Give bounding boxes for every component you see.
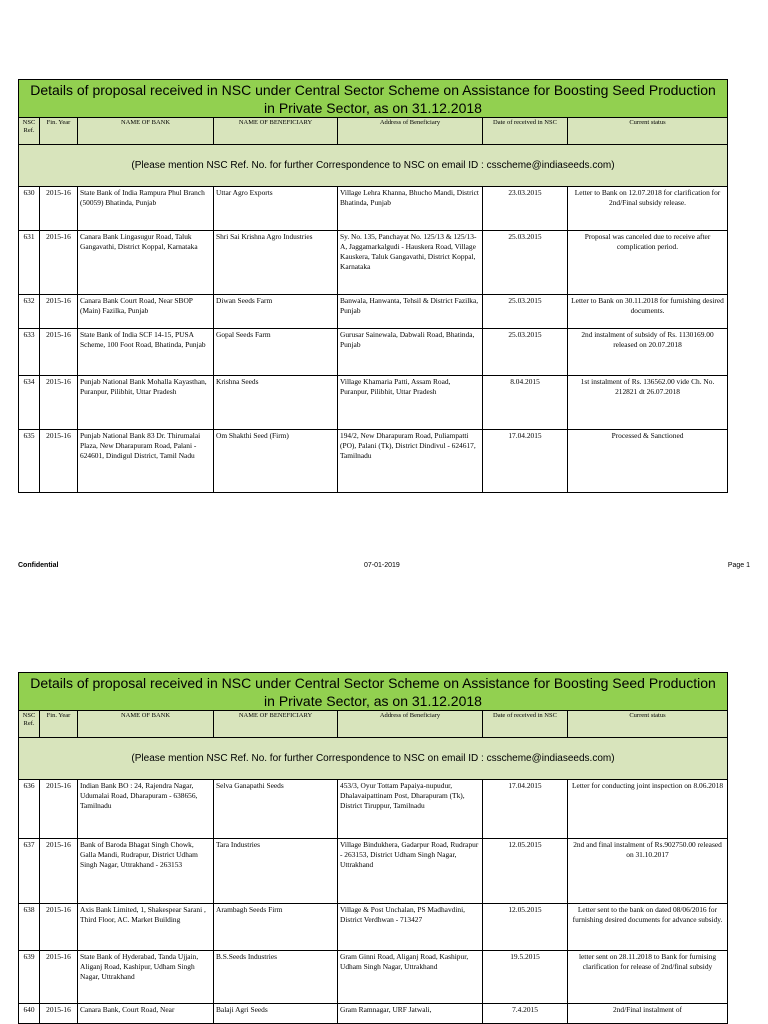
header-bank: NAME OF BANK: [78, 118, 214, 144]
cell-beneficiary: Om Shakthi Seed (Firm): [214, 430, 338, 492]
cell-status: 2nd/Final instalment of: [613, 1005, 682, 1014]
cell-status: 2nd and final instalment of Rs.902750.00 released on 31.10.2017: [573, 840, 722, 859]
cell-address: Gram Ramnagar, URF Jatwali,: [338, 1004, 483, 1024]
cell-beneficiary: Arambagh Seeds Firm: [214, 904, 338, 950]
cell-fin-year: 2015-16: [40, 430, 78, 492]
document-page-2: [18, 672, 728, 1024]
cell-fin-year: 2015-16: [40, 329, 78, 375]
table-header-row: [19, 711, 727, 738]
cell-nsc-ref: 631: [19, 231, 40, 294]
table-row: [19, 1004, 727, 1024]
cell-address: Village Lehra Khanna, Bhucho Mandi, District Bhatinda, Punjab: [338, 187, 483, 230]
cell-nsc-ref: 638: [19, 904, 40, 950]
cell-date: 25.03.2015: [483, 329, 568, 375]
cell-nsc-ref: 630: [19, 187, 40, 230]
table-row: [19, 430, 727, 492]
table-row: [19, 376, 727, 430]
cell-status: Letter to Bank on 12.07.2018 for clarification for 2nd/Final subsidy release.: [574, 188, 721, 207]
cell-beneficiary: Balaji Agri Seeds: [214, 1004, 338, 1024]
cell-beneficiary: Tara Industries: [214, 839, 338, 903]
cell-fin-year: 2015-16: [40, 951, 78, 1003]
cell-date: 19.5.2015: [483, 951, 568, 1003]
cell-address: Village Khamaria Patti, Assam Road, Puranpur, Pilibhit, Uttar Pradesh: [338, 376, 483, 429]
cell-address: 194/2, New Dharapuram Road, Puliampatti (PO), Palani (Tk), District Dindivul - 624617, Tamilnadu: [338, 430, 483, 492]
table-row: [19, 295, 727, 329]
cell-date: 8.04.2015: [483, 376, 568, 429]
cell-status: 1st instalment of Rs. 136562.00 vide Ch. No. 212821 dt 26.07.2018: [580, 377, 715, 396]
cell-address: Sy. No. 135, Panchayat No. 125/13 & 125/13-A, Jaggamarkalgudi - Hauskera Road, Village Kauskera, Taluk Gangavathi, District Koppal, Karnataka: [338, 231, 483, 294]
cell-nsc-ref: 632: [19, 295, 40, 328]
header-address: Address of Beneficiary: [338, 118, 483, 144]
cell-bank: Punjab National Bank 83 Dr. Thirumalai Plaza, New Dharapuram Road, Palani - 624601, Dindigul District, Tamil Nadu: [78, 430, 214, 492]
cell-fin-year: 2015-16: [40, 187, 78, 230]
cell-beneficiary: Diwan Seeds Farm: [214, 295, 338, 328]
cell-bank: Canara Bank Lingasugur Road, Taluk Gangavathi, District Koppal, Karnataka: [78, 231, 214, 294]
table-title: Details of proposal received in NSC under Central Sector Scheme on Assistance for Boosting Seed Production in Private Sector, as on 31.12.2018: [19, 673, 727, 711]
table-row: [19, 231, 727, 295]
table-body: [19, 187, 727, 492]
cell-date: 25.03.2015: [483, 295, 568, 328]
cell-address: 453/3, Oyur Tottam Papaiya-nupudur, Dhalavaipattinam Post, Dharapuram (Tk), District Tiruppur, Tamilnadu: [338, 780, 483, 838]
cell-address: Village Bindukhera, Gadarpur Road, Rudrapur - 263153, District Udham Singh Nagar, Uttrakhand: [338, 839, 483, 903]
cell-nsc-ref: 640: [19, 1004, 40, 1024]
cell-status: Processed & Sanctioned: [611, 431, 684, 440]
cell-fin-year: 2015-16: [40, 376, 78, 429]
header-bank: NAME OF BANK: [78, 711, 214, 737]
confidential-label: Confidential: [18, 562, 59, 569]
cell-date: 23.03.2015: [483, 187, 568, 230]
cell-address: Banwala, Hanwanta, Tehsil & District Fazilka, Punjab: [338, 295, 483, 328]
cell-nsc-ref: 634: [19, 376, 40, 429]
table-row: [19, 904, 727, 951]
header-status: Current status: [629, 119, 666, 126]
cell-beneficiary: Gopal Seeds Farm: [214, 329, 338, 375]
header-nsc-ref: NSC Ref.: [19, 118, 40, 144]
cell-fin-year: 2015-16: [40, 904, 78, 950]
cell-fin-year: 2015-16: [40, 839, 78, 903]
header-date: Date of received in NSC: [483, 711, 568, 737]
cell-bank: State Bank of Hyderabad, Tanda Ujjain, Aliganj Road, Kashipur, Udham Singh Nagar, Uttrakhand: [78, 951, 214, 1003]
footer-date: 07-01-2019: [364, 562, 400, 569]
cell-address: Gurusar Sainewala, Dabwali Road, Bhatinda, Punjab: [338, 329, 483, 375]
cell-bank: Canara Bank Court Road, Near SBOP (Main) Fazilka, Punjab: [78, 295, 214, 328]
table-row: [19, 329, 727, 376]
cell-bank: Indian Bank BO : 24, Rajendra Nagar, Udumalai Road, Dharapuram - 638656, Tamilnadu: [78, 780, 214, 838]
cell-address: Gram Ginni Road, Aliganj Road, Kashipur, Udham Singh Nagar, Uttrakhand: [338, 951, 483, 1003]
header-date: Date of received in NSC: [483, 118, 568, 144]
header-address: Address of Beneficiary: [338, 711, 483, 737]
table-row: [19, 839, 727, 904]
header-beneficiary: NAME OF BENEFICIARY: [214, 118, 338, 144]
cell-beneficiary: B.S.Seeds Industries: [214, 951, 338, 1003]
cell-fin-year: 2015-16: [40, 1004, 78, 1024]
cell-date: 17.04.2015: [483, 780, 568, 838]
cell-nsc-ref: 639: [19, 951, 40, 1003]
email-notice: (Please mention NSC Ref. No. for further Correspondence to NSC on email ID : csscheme@indiaseeds.com): [19, 145, 727, 187]
cell-beneficiary: Shri Sai Krishna Agro Industries: [214, 231, 338, 294]
table-title: Details of proposal received in NSC under Central Sector Scheme on Assistance for Boosting Seed Production in Private Sector, as on 31.12.2018: [19, 80, 727, 118]
proposal-table-2: [18, 672, 728, 1024]
cell-bank: Punjab National Bank Mohalla Kayasthan, Puranpur, Pilibhit, Uttar Pradesh: [78, 376, 214, 429]
cell-date: 12.05.2015: [483, 839, 568, 903]
header-beneficiary: NAME OF BENEFICIARY: [214, 711, 338, 737]
document-page-1: [18, 79, 728, 493]
cell-address: Village & Post Unchalan, PS Madhavdini, District Verdhwan - 713427: [338, 904, 483, 950]
cell-nsc-ref: 637: [19, 839, 40, 903]
cell-bank: State Bank of India Rampura Phul Branch (50059) Bhatinda, Punjab: [78, 187, 214, 230]
cell-fin-year: 2015-16: [40, 231, 78, 294]
cell-nsc-ref: 633: [19, 329, 40, 375]
cell-beneficiary: Krishna Seeds: [214, 376, 338, 429]
cell-nsc-ref: 636: [19, 780, 40, 838]
header-fin-year: Fin. Year: [40, 711, 78, 737]
cell-date: 7.4.2015: [483, 1004, 568, 1024]
cell-status: letter sent on 28.11.2018 to Bank for furnising clarification for release of 2nd/final subsidy: [578, 952, 717, 971]
table-row: [19, 951, 727, 1004]
cell-date: 12.05.2015: [483, 904, 568, 950]
cell-status: 2nd instalment of subsidy of Rs. 1130169.00 released on 20.07.2018: [581, 330, 714, 349]
table-header-row: [19, 118, 727, 145]
email-notice: (Please mention NSC Ref. No. for further Correspondence to NSC on email ID : csscheme@indiaseeds.com): [19, 738, 727, 780]
cell-beneficiary: Uttar Agro Exports: [214, 187, 338, 230]
cell-status: Proposal was canceled due to receive after complication period.: [584, 232, 711, 251]
cell-fin-year: 2015-16: [40, 295, 78, 328]
table-row: [19, 780, 727, 839]
cell-bank: Canara Bank, Court Road, Near: [78, 1004, 214, 1024]
header-nsc-ref: NSC Ref.: [19, 711, 40, 737]
cell-beneficiary: Selva Ganapathi Seeds: [214, 780, 338, 838]
cell-fin-year: 2015-16: [40, 780, 78, 838]
page-footer: [18, 562, 750, 574]
cell-date: 25.03.2015: [483, 231, 568, 294]
cell-bank: State Bank of India SCF 14-15, PUSA Scheme, 100 Foot Road, Bhatinda, Punjab: [78, 329, 214, 375]
cell-status: Letter sent to the bank on dated 08/06/2016 for furnishing desired documents for advance subsidy.: [572, 905, 723, 924]
table-row: [19, 187, 727, 231]
cell-bank: Axis Bank Limited, 1, Shakespear Sarani , Third Floor, AC. Market Building: [78, 904, 214, 950]
page-number: Page 1: [727, 562, 750, 569]
cell-nsc-ref: 635: [19, 430, 40, 492]
cell-date: 17.04.2015: [483, 430, 568, 492]
proposal-table-1: [18, 79, 728, 493]
header-status: Current status: [629, 712, 666, 719]
table-body: [19, 780, 727, 1024]
cell-status: Letter for conducting joint inspection on 8.06.2018: [571, 781, 724, 790]
cell-status: Letter to Bank on 30.11.2018 for furnishing desired documents.: [571, 296, 724, 315]
cell-bank: Bank of Baroda Bhagat Singh Chowk, Galla Mandi, Rudrapur, District Udham Singh Nagar, Uttrakhand - 263153: [78, 839, 214, 903]
header-fin-year: Fin. Year: [40, 118, 78, 144]
